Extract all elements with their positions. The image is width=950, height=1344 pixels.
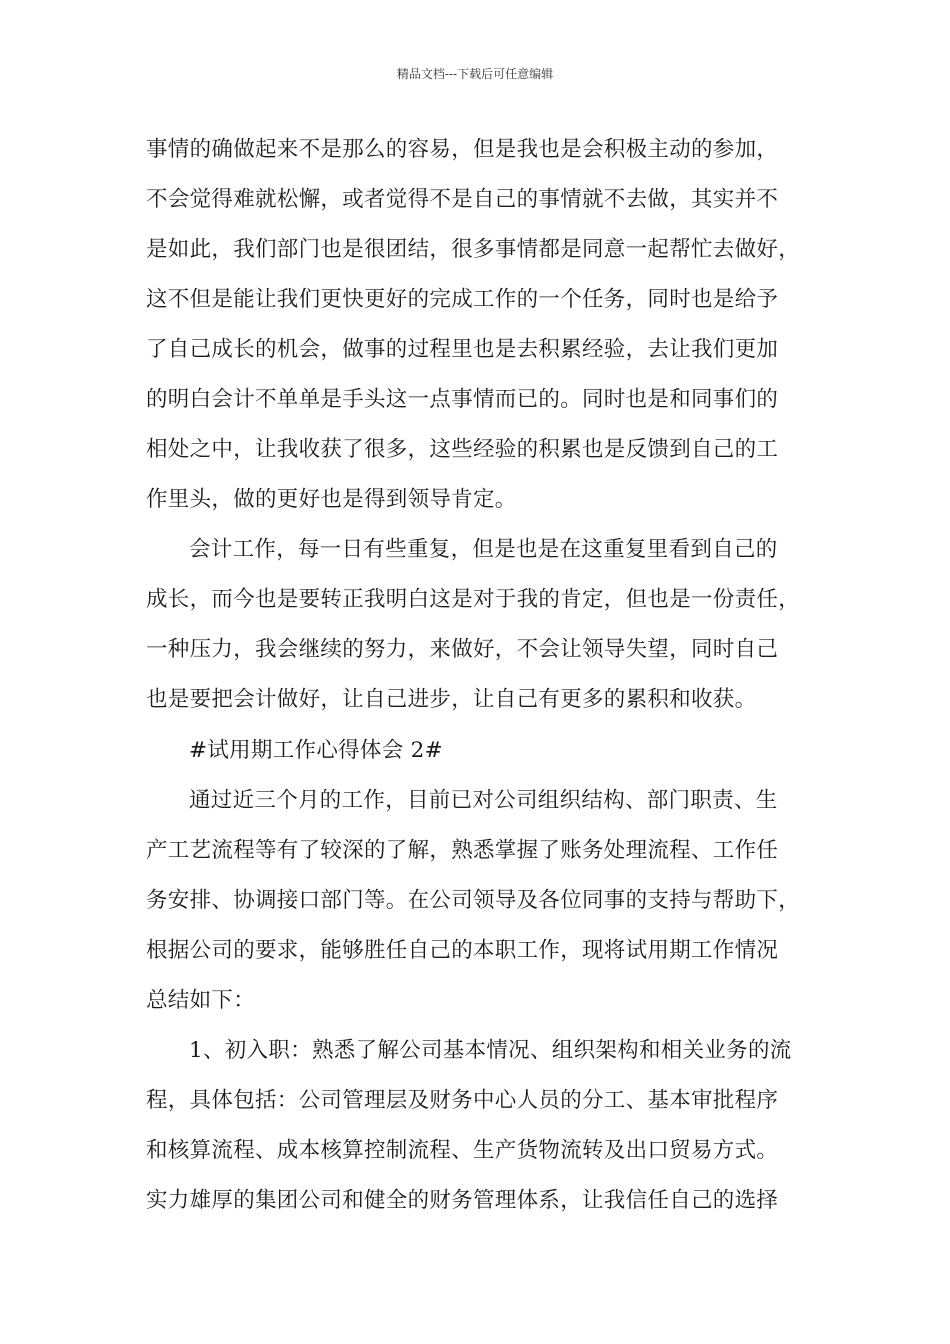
text-line: 相处之中，让我收获了很多，这些经验的积累也是反馈到自己的工 (146, 437, 779, 462)
text-line: 成长，而今也是要转正我明白这是对于我的肯定，但也是一份责任， (146, 587, 801, 612)
text-line: 的明白会计不单单是手头这一点事情而已的。同时也是和同事们的 (146, 387, 779, 412)
text-line: 事情的确做起来不是那么的容易，但是我也是会积极主动的参加， (146, 137, 779, 162)
text-line: 程，具体包括：公司管理层及财务中心人员的分工、基本审批程序 (146, 1088, 779, 1113)
text-line: 不会觉得难就松懈，或者觉得不是自己的事情就不去做，其实并不 (146, 187, 779, 212)
text-line: 总结如下： (146, 988, 256, 1013)
text-line: 实力雄厚的集团公司和健全的财务管理体系，让我信任自己的选择 (146, 1188, 779, 1213)
text-line: 产工艺流程等有了较深的了解，熟悉掌握了账务处理流程、工作任 (146, 838, 779, 863)
page-header: 精品文档---下载后可任意编辑 (396, 67, 554, 81)
text-line: 是如此，我们部门也是很团结，很多事情都是同意一起帮忙去做好， (146, 237, 801, 262)
text-line: 作里头，做的更好也是得到领导肯定。 (146, 487, 517, 512)
text-line: 1、初入职：熟悉了解公司基本情况、组织架构和相关业务的流 (189, 1038, 792, 1063)
text-line: 根据公司的要求，能够胜任自己的本职工作，现将试用期工作情况 (146, 938, 779, 963)
text-line: 一种压力，我会继续的努力，来做好，不会让领导失望，同时自己 (146, 637, 779, 662)
text-line: 了自己成长的机会，做事的过程里也是去积累经验，去让我们更加 (146, 337, 779, 362)
text-line: 这不但是能让我们更快更好的完成工作的一个任务，同时也是给予 (146, 287, 779, 312)
section-heading: #试用期工作心得体会 2# (189, 738, 443, 763)
text-line: 务安排、协调接口部门等。在公司领导及各位同事的支持与帮助下， (146, 888, 801, 913)
text-line: 会计工作，每一日有些重复，但是也是在这重复里看到自己的 (189, 537, 778, 562)
text-line: 也是要把会计做好，让自己进步，让自己有更多的累积和收获。 (146, 687, 757, 712)
text-line: 和核算流程、成本核算控制流程、生产货物流转及出口贸易方式。 (146, 1138, 779, 1163)
text-line: 通过近三个月的工作，目前已对公司组织结构、部门职责、生 (189, 788, 778, 813)
